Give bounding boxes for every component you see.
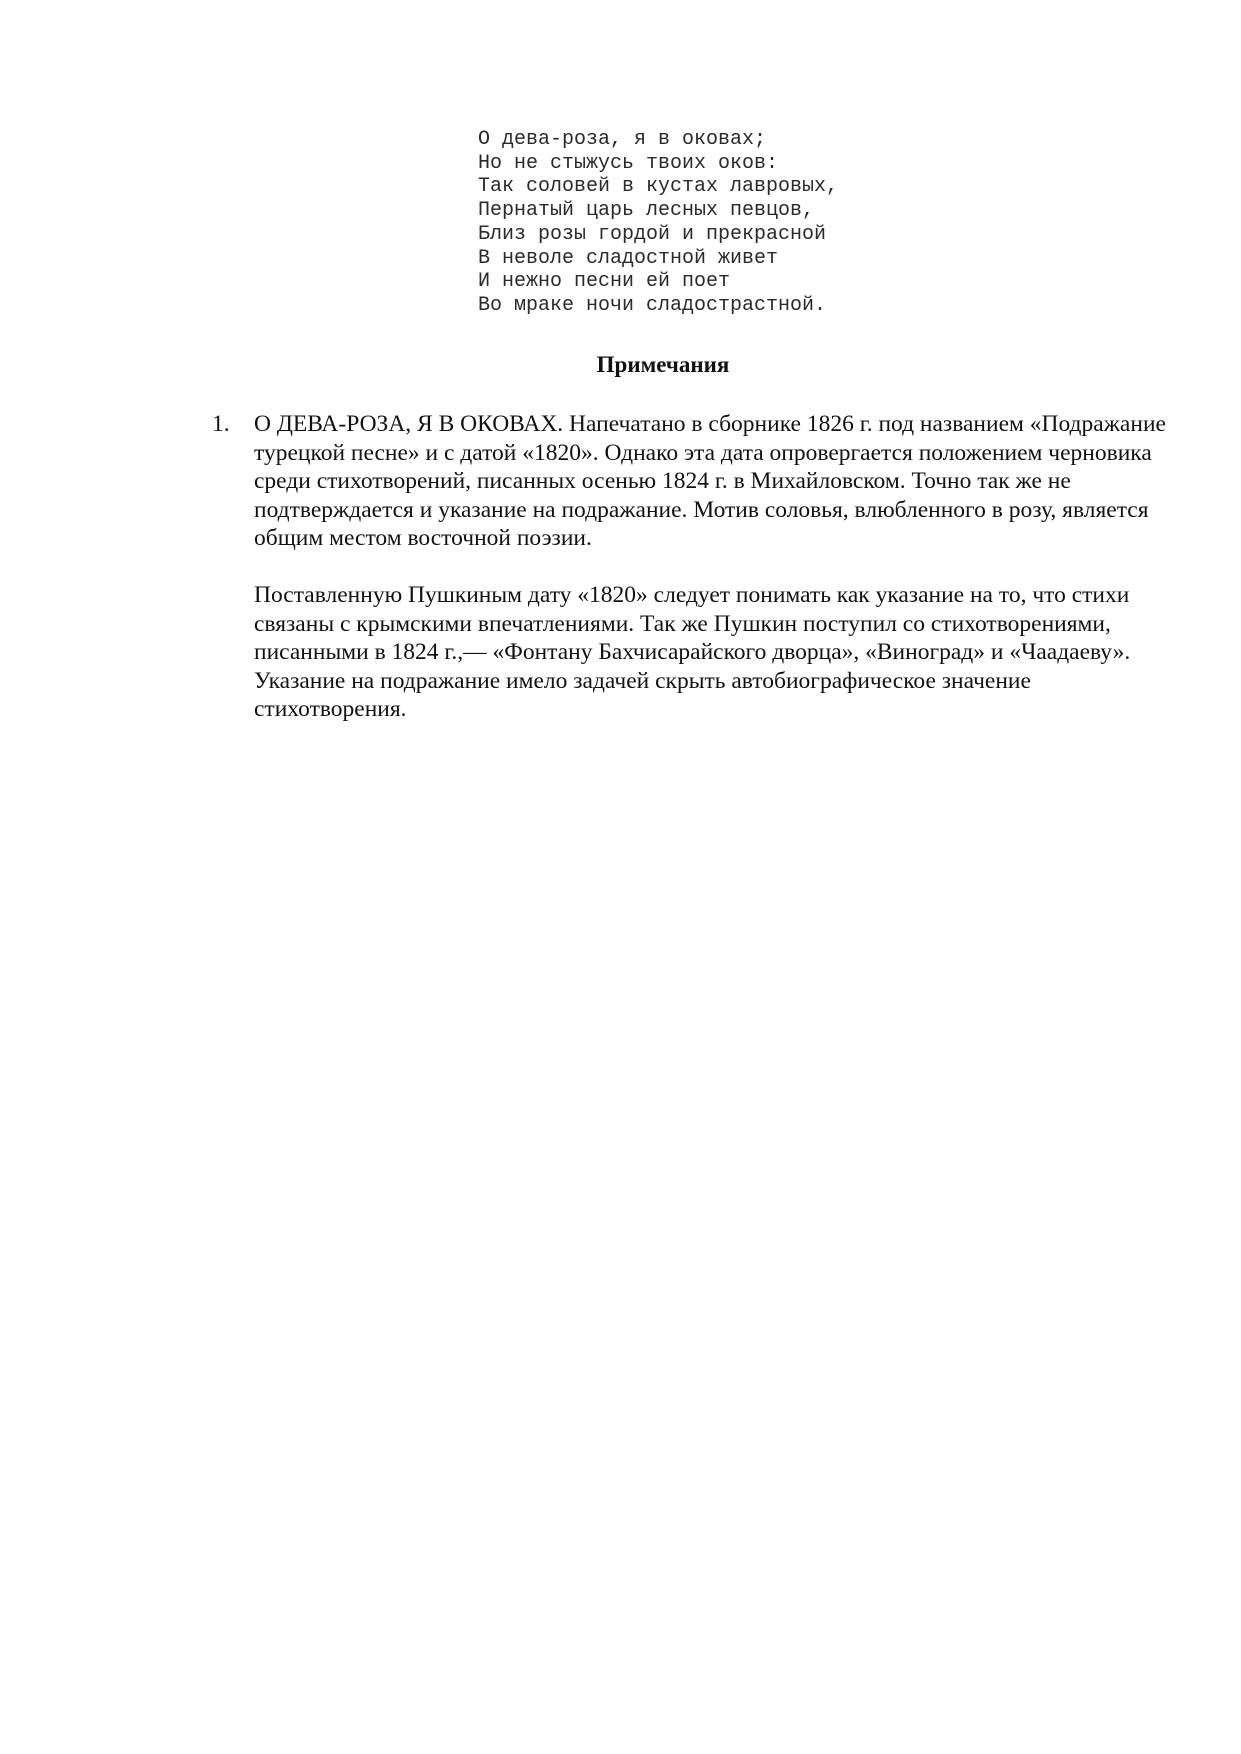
notes-list [212, 410, 1172, 752]
poem-line: Близ розы гордой и прекрасной [478, 222, 827, 246]
note-item [212, 410, 1172, 724]
note-number: 1. [212, 411, 230, 437]
note-paragraph: О ДЕВА-РОЗА, Я В ОКОВАХ. Напечатано в сборнике 1826 г. под названием «Подражание турецкой песне» и с датой «1820». Однако эта дата опровергается положением черновика среди стихотворений, писанных осенью 1824 г. в Михайловском. Точно так же не подтверждается и указание на подражание. Мотив соловья, влюбленного в розу, является общим местом восточной поэзии. [254, 411, 1166, 551]
poem-line: Во мраке ночи сладострастной. [478, 293, 827, 317]
poem-line: В неволе сладостной живет [478, 246, 779, 270]
poem [478, 128, 998, 318]
poem-line: О дева-роза, я в оковах; [478, 128, 767, 151]
note-paragraph: Поставленную Пушкиным дату «1820» следует понимать как указание на то, что стихи связаны с крымскими впечатлениями. Так же Пушкин поступил со стихотворениями, писанными в 1824 г.,— «Фонтану Бахчисарайского дворца», «Виноград» и «Чаадаеву». Указание на подражание имело задачей скрыть автобиографическое значение стихотворения. [254, 582, 1131, 722]
poem-line: И нежно песни ей поет [478, 270, 731, 294]
notes-heading: Примечания [596, 352, 730, 377]
poem-line: Так соловей в кустах лавровых, [478, 175, 839, 199]
poem-line: Но не стыжусь твоих оков: [478, 151, 779, 175]
poem-line: Пернатый царь лесных певцов, [478, 199, 815, 223]
